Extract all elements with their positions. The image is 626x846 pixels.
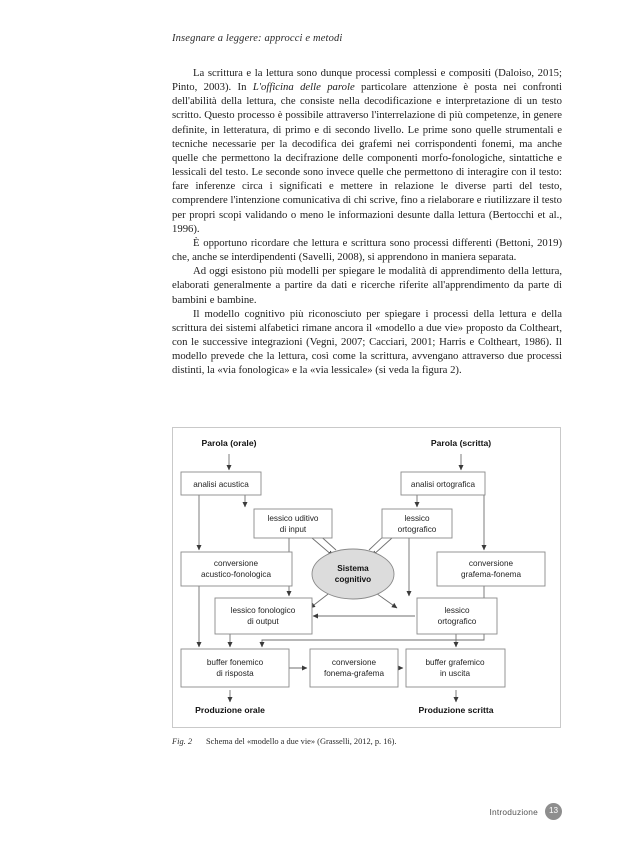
node-lessico-fonologico-line1: lessico fonologico bbox=[230, 606, 296, 615]
node-lessico-fonologico-line2: di output bbox=[247, 617, 279, 626]
figure-two-route-model bbox=[172, 427, 561, 728]
paragraph-4: Il modello cognitivo più riconosciuto per spiegare i processi della lettura e della scrittura dei sistemi alfabetici rimane ancora il «modello a due vie» proposto da Coltheart, con le successive integrazioni (Vegni, 2007; Cacciari, 2001; Harris e Coltheart, 1986). Il modello prevede che la lettura, così come la scrittura, avvengano attraverso due processi distinti, la «via fonologica» e la «via lessicale» (si veda la figura 2). bbox=[172, 307, 562, 377]
terminal-input-written: Parola (scritta) bbox=[430, 438, 492, 448]
node-sistema-cognitivo-line2: cognitivo bbox=[334, 575, 372, 584]
node-lessico-uditivo-line1: lessico uditivo bbox=[267, 514, 319, 523]
paragraph-1: La scrittura e la lettura sono dunque processi complessi e compositi (Daloiso, 2015; Pinto, 2003). In L'officina delle parole particolare attenzione è posta nei confronti dell'abilità della lettura, che consiste nella decodificazione e interpretazione di un testo scritto. Questo processo è possibile attraverso l'interrelazione di più competenze, in genere definite, in letteratura, di primo e di secondo livello. Le prime sono quelle strumentali e tecniche necessarie per la decodifica dei grafemi nei corrispondenti fonemi, ma anche quelle che permettono la decifrazione delle componenti morfo-fonologiche, sintattiche e lessicali del testo. Le seconde sono invece quelle che permettono di interagire con il testo: fare inferenze circa i significati e mettere in relazione le diverse parti del testo, comprendere l'intenzione comunicativa di chi scrive, fino a rielaborare e riutilizzare il testo per propri scopi validando o meno le informazioni desunte dalla lettura (Bertocchi et al., 1996). bbox=[172, 67, 562, 235]
node-conversione-grafema-fonema bbox=[437, 552, 545, 586]
node-conversione-grafema-line1: conversione bbox=[468, 559, 514, 568]
node-conversione-fonema-line2: fonema-grafema bbox=[323, 669, 385, 678]
terminal-output-written: Produzione scritta bbox=[418, 705, 494, 715]
node-analisi-ortografica-line1: analisi ortografica bbox=[410, 480, 476, 489]
node-buffer-fonemico-line1: buffer fonemico bbox=[206, 658, 264, 667]
terminal-output-oral: Produzione orale bbox=[195, 705, 265, 715]
node-analisi-acustica bbox=[181, 472, 261, 495]
node-conversione-acustico-fonologica bbox=[181, 552, 292, 586]
paragraph-3: Ad oggi esistono più modelli per spiegare le modalità di apprendimento della lettura, elaborati generalmente a partire da dati e ricerche riferite all'apprendimento da parte di bambini e bambine. bbox=[172, 265, 562, 306]
footer-section-label: Introduzione bbox=[489, 806, 538, 817]
page-footer bbox=[490, 803, 563, 820]
node-conversione-fonema-grafema bbox=[310, 649, 398, 687]
body-text bbox=[172, 66, 562, 377]
node-sistema-cognitivo bbox=[312, 549, 394, 599]
paragraph-2: È opportuno ricordare che lettura e scrittura sono processi differenti (Bettoni, 2019) che, anche se interdipendenti (Savelli, 2008), si apprendono in maniera separata. bbox=[172, 236, 562, 264]
node-lessico-ortografico-input-line1: lessico bbox=[404, 514, 430, 523]
node-buffer-grafemico bbox=[406, 649, 505, 687]
node-buffer-grafemico-line2: in uscita bbox=[439, 669, 471, 678]
node-lessico-ortografico-input-line2: ortografico bbox=[397, 525, 437, 534]
node-lessico-ortografico-input bbox=[382, 509, 452, 538]
node-lessico-ortografico-output-line1: lessico bbox=[444, 606, 470, 615]
figure-caption-label: Fig. 2 bbox=[172, 737, 193, 746]
figure-caption-text: Schema del «modello a due vie» (Grasselli, 2012, p. 16). bbox=[206, 737, 397, 746]
node-analisi-acustica-line1: analisi acustica bbox=[193, 480, 249, 489]
node-conversione-fonema-line1: conversione bbox=[331, 658, 377, 667]
two-route-model-diagram bbox=[173, 428, 560, 727]
node-lessico-uditivo-input bbox=[254, 509, 332, 538]
node-analisi-ortografica bbox=[401, 472, 485, 495]
node-buffer-fonemico bbox=[181, 649, 289, 687]
node-conversione-acustico-line1: conversione bbox=[213, 559, 259, 568]
terminal-input-oral: Parola (orale) bbox=[201, 438, 257, 448]
node-buffer-grafemico-line1: buffer grafemico bbox=[425, 658, 485, 667]
node-sistema-cognitivo-line1: Sistema bbox=[337, 564, 369, 573]
node-lessico-fonologico-output bbox=[215, 598, 312, 634]
running-head: Insegnare a leggere: approcci e metodi bbox=[172, 33, 343, 44]
node-lessico-uditivo-line2: di input bbox=[279, 525, 307, 534]
node-conversione-grafema-line2: grafema-fonema bbox=[460, 570, 522, 579]
node-conversione-acustico-line2: acustico-fonologica bbox=[200, 570, 272, 579]
page-number-badge: 13 bbox=[545, 803, 562, 820]
node-lessico-ortografico-output-line2: ortografico bbox=[437, 617, 477, 626]
node-buffer-fonemico-line2: di risposta bbox=[216, 669, 254, 678]
figure-caption bbox=[172, 737, 397, 746]
node-lessico-ortografico-output bbox=[417, 598, 497, 634]
